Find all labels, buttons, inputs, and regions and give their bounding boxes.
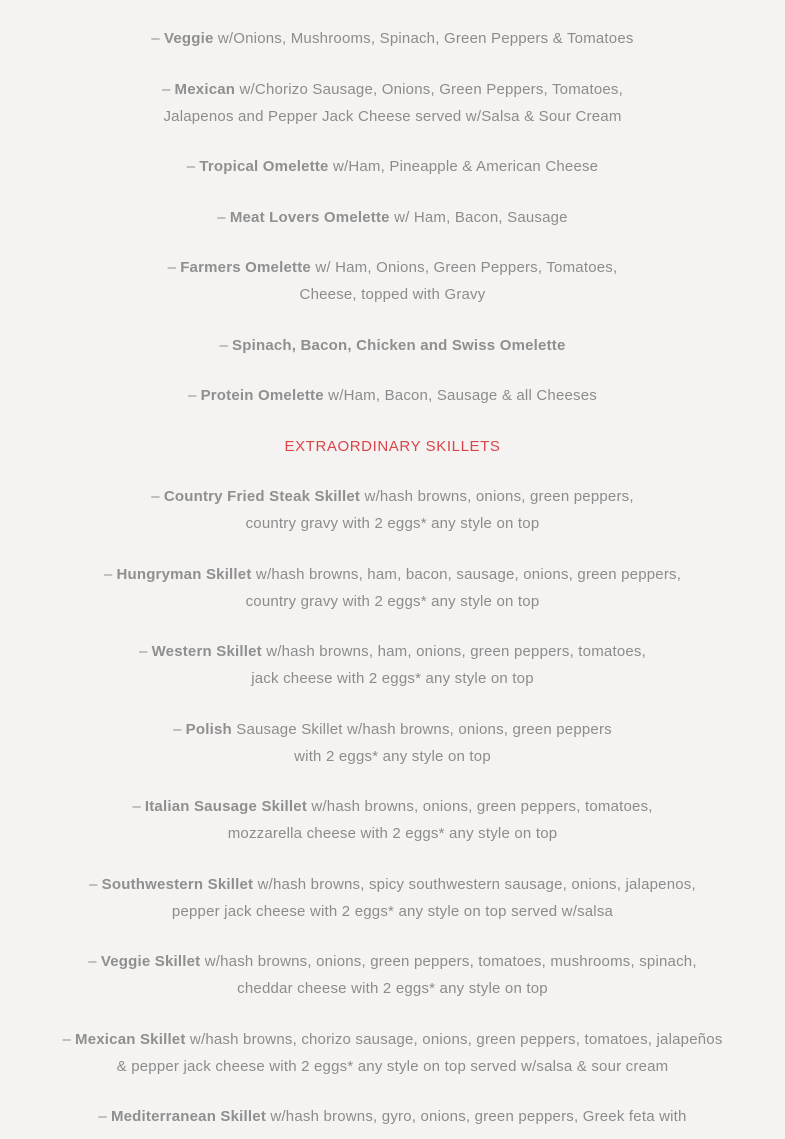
item-name: Meat Lovers Omelette — [229, 208, 390, 226]
item-desc-line2: Cheese, topped with Gravy — [299, 286, 486, 303]
item-dash: – — [219, 336, 229, 354]
item-desc-line2: Jalapenos and Pepper Jack Cheese served w/Salsa & Sour Cream — [163, 107, 622, 125]
item-dash: – — [98, 1108, 107, 1125]
item-dash: – — [151, 30, 160, 47]
item-dash: – — [173, 720, 182, 738]
item-desc-line2: country gravy with 2 eggs* any style on top — [245, 515, 540, 532]
item-dash: – — [103, 565, 113, 583]
item-name: Italian Sausage Skillet — [144, 798, 308, 815]
item-desc: w/hash browns, onions, green peppers, tomatoes, — [307, 798, 653, 815]
menu-item-western-skillet — [0, 638, 785, 692]
item-name: Polish — [185, 720, 232, 738]
item-desc-line2: with 2 eggs* any style on top — [294, 747, 491, 765]
item-dash: – — [217, 208, 226, 226]
item-name: Mediterranean Skillet — [110, 1108, 267, 1125]
item-desc: w/ Ham, Onions, Green Peppers, Tomatoes, — [310, 259, 618, 276]
menu-item-southwestern-skillet — [0, 871, 785, 925]
menu-item-hungryman-skillet — [0, 561, 785, 615]
menu-item-italian-sausage-skillet — [0, 793, 785, 847]
item-name: Protein Omelette — [200, 387, 324, 404]
menu-item-veggie — [0, 25, 785, 52]
item-desc: w/hash browns, onions, green peppers, tomatoes, mushrooms, spinach, — [200, 953, 697, 970]
item-dash: – — [151, 488, 160, 505]
item-desc-line2: mozzarella cheese with 2 eggs* any style on top — [227, 825, 558, 842]
item-name: Southwestern Skillet — [101, 875, 254, 893]
item-dash: – — [89, 875, 98, 893]
item-name: Spinach, Bacon, Chicken and Swiss Omelette — [232, 336, 566, 354]
item-desc: w/Chorizo Sausage, Onions, Green Peppers, Tomatoes, — [235, 80, 623, 98]
item-desc: w/Onions, Mushrooms, Spinach, Green Peppers & Tomatoes — [213, 30, 634, 47]
item-desc: w/hash browns, gyro, onions, green peppers, Greek feta with — [266, 1108, 687, 1125]
menu-item-tropical-omelette — [0, 153, 785, 180]
item-desc: w/ Ham, Bacon, Sausage — [389, 208, 568, 226]
item-dash: – — [88, 953, 97, 970]
menu-item-protein-omelette — [0, 382, 785, 409]
item-dash: – — [139, 643, 148, 660]
menu-item-spinach-bacon-chicken-swiss — [0, 332, 785, 359]
item-desc-line2: country gravy with 2 eggs* any style on top — [245, 592, 540, 610]
menu-item-mediterranean-skillet — [0, 1103, 785, 1130]
item-dash: – — [188, 387, 197, 404]
item-name: Tropical Omelette — [199, 158, 329, 175]
item-desc-line2: cheddar cheese with 2 eggs* any style on top — [237, 980, 548, 997]
item-name: Western Skillet — [151, 643, 262, 660]
menu-item-polish-skillet — [0, 716, 785, 770]
item-desc: w/hash browns, spicy southwestern sausage, onions, jalapenos, — [253, 875, 696, 893]
item-name: Farmers Omelette — [180, 259, 311, 276]
section-heading-skillets: EXTRAORDINARY SKILLETS — [284, 437, 501, 455]
item-name: Mexican — [174, 80, 236, 98]
item-desc: w/Ham, Pineapple & American Cheese — [328, 158, 599, 175]
item-dash: – — [132, 798, 141, 815]
menu-item-mexican — [0, 76, 785, 130]
menu-item-country-fried-steak-skillet — [0, 483, 785, 537]
item-desc-line2: pepper jack cheese with 2 eggs* any style on top served w/salsa — [171, 902, 614, 920]
item-dash: – — [162, 80, 171, 98]
item-desc: w/Ham, Bacon, Sausage & all Cheeses — [323, 387, 597, 404]
item-dash: – — [186, 158, 196, 175]
item-name: Mexican Skillet — [75, 1030, 186, 1048]
item-desc-line2: & pepper jack cheese with 2 eggs* any style on top served w/salsa & sour cream — [116, 1057, 669, 1075]
item-dash: – — [62, 1030, 71, 1048]
item-name: Hungryman Skillet — [116, 565, 252, 583]
item-dash: – — [167, 259, 177, 276]
menu-item-veggie-skillet — [0, 948, 785, 1002]
menu-item-farmers-omelette — [0, 254, 785, 308]
item-desc-line2: jack cheese with 2 eggs* any style on top — [251, 670, 534, 687]
item-name: Veggie — [163, 30, 214, 47]
item-desc: w/hash browns, onions, green peppers, — [360, 488, 634, 505]
item-desc: w/hash browns, ham, onions, green peppers, tomatoes, — [261, 643, 646, 660]
item-desc: w/hash browns, chorizo sausage, onions, green peppers, tomatoes, jalapeños — [185, 1030, 723, 1048]
item-desc: w/hash browns, ham, bacon, sausage, onions, green peppers, — [251, 565, 682, 583]
item-name: Veggie Skillet — [100, 953, 201, 970]
item-desc: Sausage Skillet w/hash browns, onions, green peppers — [231, 720, 612, 738]
menu-item-meat-lovers-omelette — [0, 204, 785, 231]
menu-item-mexican-skillet — [0, 1026, 785, 1080]
item-name: Country Fried Steak Skillet — [163, 488, 361, 505]
